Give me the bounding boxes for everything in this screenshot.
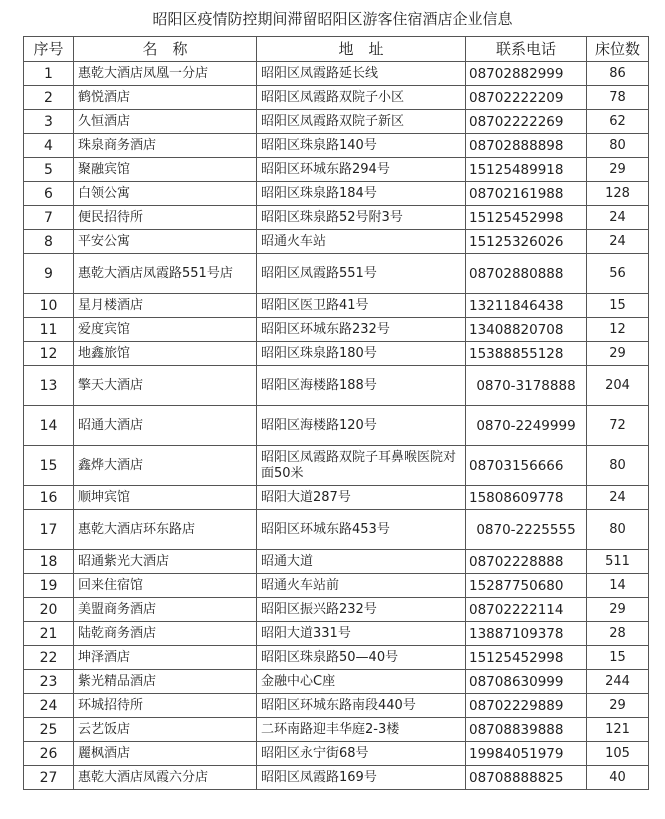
cell-address: 昭阳区珠泉路52号附3号 bbox=[257, 206, 466, 230]
cell-address: 昭阳区凤霞路双院子新区 bbox=[257, 110, 466, 134]
cell-beds: 204 bbox=[587, 366, 649, 406]
cell-phone: 13887109378 bbox=[466, 622, 587, 646]
cell-address: 昭阳区环城东路453号 bbox=[257, 510, 466, 550]
cell-address: 昭通火车站 bbox=[257, 230, 466, 254]
cell-phone: 08708630999 bbox=[466, 670, 587, 694]
cell-phone: 0870-2249999 bbox=[466, 406, 587, 446]
cell-phone: 15808609778 bbox=[466, 486, 587, 510]
table-body bbox=[24, 62, 649, 790]
cell-beds: 29 bbox=[587, 694, 649, 718]
cell-no: 26 bbox=[24, 742, 74, 766]
cell-phone: 15388855128 bbox=[466, 342, 587, 366]
cell-address: 昭阳区凤霞路双院子耳鼻喉医院对面50米 bbox=[257, 446, 466, 486]
cell-phone: 15287750680 bbox=[466, 574, 587, 598]
table-row bbox=[24, 342, 649, 366]
cell-phone: 08702882999 bbox=[466, 62, 587, 86]
cell-address: 昭阳大道287号 bbox=[257, 486, 466, 510]
cell-phone: 08702229889 bbox=[466, 694, 587, 718]
table-row bbox=[24, 406, 649, 446]
cell-address: 昭阳区珠泉路50—40号 bbox=[257, 646, 466, 670]
cell-beds: 86 bbox=[587, 62, 649, 86]
cell-address: 昭阳区环城东路294号 bbox=[257, 158, 466, 182]
cell-no: 18 bbox=[24, 550, 74, 574]
header-no: 序号 bbox=[24, 37, 74, 62]
cell-address: 昭阳区凤霞路延长线 bbox=[257, 62, 466, 86]
cell-beds: 56 bbox=[587, 254, 649, 294]
cell-beds: 80 bbox=[587, 446, 649, 486]
cell-beds: 29 bbox=[587, 158, 649, 182]
cell-beds: 128 bbox=[587, 182, 649, 206]
cell-address: 昭阳区环城东路232号 bbox=[257, 318, 466, 342]
cell-name: 惠乾大酒店凤霞六分店 bbox=[74, 766, 257, 790]
cell-name: 星月楼酒店 bbox=[74, 294, 257, 318]
cell-no: 2 bbox=[24, 86, 74, 110]
cell-phone: 08702888898 bbox=[466, 134, 587, 158]
table-row bbox=[24, 670, 649, 694]
cell-beds: 14 bbox=[587, 574, 649, 598]
cell-beds: 15 bbox=[587, 294, 649, 318]
cell-no: 10 bbox=[24, 294, 74, 318]
table-row bbox=[24, 86, 649, 110]
cell-phone: 08702222209 bbox=[466, 86, 587, 110]
hotel-table bbox=[23, 36, 649, 790]
cell-name: 擎天大酒店 bbox=[74, 366, 257, 406]
cell-name: 回来住宿馆 bbox=[74, 574, 257, 598]
cell-phone: 08702222114 bbox=[466, 598, 587, 622]
cell-beds: 105 bbox=[587, 742, 649, 766]
cell-name: 麗枫酒店 bbox=[74, 742, 257, 766]
cell-phone: 19984051979 bbox=[466, 742, 587, 766]
header-name: 名 称 bbox=[74, 37, 257, 62]
cell-no: 17 bbox=[24, 510, 74, 550]
table-row bbox=[24, 598, 649, 622]
table-row bbox=[24, 294, 649, 318]
table-header-row bbox=[24, 37, 649, 62]
cell-beds: 40 bbox=[587, 766, 649, 790]
cell-address: 昭阳大道331号 bbox=[257, 622, 466, 646]
cell-no: 3 bbox=[24, 110, 74, 134]
table-row bbox=[24, 550, 649, 574]
cell-name: 昭通大酒店 bbox=[74, 406, 257, 446]
cell-no: 20 bbox=[24, 598, 74, 622]
table-row bbox=[24, 446, 649, 486]
cell-address: 二环南路迎丰华庭2-3楼 bbox=[257, 718, 466, 742]
cell-address: 昭通火车站前 bbox=[257, 574, 466, 598]
table-row bbox=[24, 158, 649, 182]
cell-name: 爱度宾馆 bbox=[74, 318, 257, 342]
cell-no: 8 bbox=[24, 230, 74, 254]
cell-phone: 15125489918 bbox=[466, 158, 587, 182]
cell-no: 6 bbox=[24, 182, 74, 206]
cell-name: 聚融宾馆 bbox=[74, 158, 257, 182]
table-row bbox=[24, 62, 649, 86]
cell-name: 便民招待所 bbox=[74, 206, 257, 230]
cell-name: 环城招待所 bbox=[74, 694, 257, 718]
table-row bbox=[24, 318, 649, 342]
cell-name: 美盟商务酒店 bbox=[74, 598, 257, 622]
table-row bbox=[24, 254, 649, 294]
cell-no: 12 bbox=[24, 342, 74, 366]
cell-no: 24 bbox=[24, 694, 74, 718]
cell-address: 昭阳区海楼路120号 bbox=[257, 406, 466, 446]
cell-beds: 24 bbox=[587, 230, 649, 254]
cell-beds: 12 bbox=[587, 318, 649, 342]
cell-no: 21 bbox=[24, 622, 74, 646]
table-row bbox=[24, 134, 649, 158]
table-row bbox=[24, 574, 649, 598]
cell-no: 11 bbox=[24, 318, 74, 342]
cell-address: 昭通大道 bbox=[257, 550, 466, 574]
cell-phone: 08702880888 bbox=[466, 254, 587, 294]
cell-name: 惠乾大酒店环东路店 bbox=[74, 510, 257, 550]
cell-no: 23 bbox=[24, 670, 74, 694]
cell-no: 5 bbox=[24, 158, 74, 182]
cell-name: 紫光精品酒店 bbox=[74, 670, 257, 694]
cell-beds: 72 bbox=[587, 406, 649, 446]
cell-beds: 24 bbox=[587, 206, 649, 230]
table-row bbox=[24, 230, 649, 254]
cell-no: 1 bbox=[24, 62, 74, 86]
header-phone: 联系电话 bbox=[466, 37, 587, 62]
table-row bbox=[24, 206, 649, 230]
cell-no: 16 bbox=[24, 486, 74, 510]
cell-address: 昭阳区珠泉路184号 bbox=[257, 182, 466, 206]
cell-phone: 08702228888 bbox=[466, 550, 587, 574]
cell-no: 7 bbox=[24, 206, 74, 230]
table-row bbox=[24, 486, 649, 510]
cell-beds: 511 bbox=[587, 550, 649, 574]
cell-beds: 24 bbox=[587, 486, 649, 510]
cell-beds: 78 bbox=[587, 86, 649, 110]
cell-no: 25 bbox=[24, 718, 74, 742]
cell-name: 惠乾大酒店凤凰一分店 bbox=[74, 62, 257, 86]
header-address: 地 址 bbox=[257, 37, 466, 62]
cell-beds: 28 bbox=[587, 622, 649, 646]
cell-address: 昭阳区环城东路南段440号 bbox=[257, 694, 466, 718]
cell-address: 昭阳区珠泉路180号 bbox=[257, 342, 466, 366]
cell-address: 金融中心C座 bbox=[257, 670, 466, 694]
page-title: 昭阳区疫情防控期间滞留昭阳区游客住宿酒店企业信息 bbox=[152, 10, 513, 28]
cell-name: 地鑫旅馆 bbox=[74, 342, 257, 366]
table-row bbox=[24, 110, 649, 134]
cell-phone: 08702161988 bbox=[466, 182, 587, 206]
cell-phone: 08708888825 bbox=[466, 766, 587, 790]
cell-beds: 15 bbox=[587, 646, 649, 670]
cell-no: 22 bbox=[24, 646, 74, 670]
cell-name: 鑫烨大酒店 bbox=[74, 446, 257, 486]
cell-no: 4 bbox=[24, 134, 74, 158]
cell-beds: 62 bbox=[587, 110, 649, 134]
cell-name: 昭通紫光大酒店 bbox=[74, 550, 257, 574]
header-beds: 床位数 bbox=[587, 37, 649, 62]
cell-address: 昭阳区珠泉路140号 bbox=[257, 134, 466, 158]
cell-address: 昭阳区凤霞路169号 bbox=[257, 766, 466, 790]
cell-phone: 08708839888 bbox=[466, 718, 587, 742]
cell-name: 白领公寓 bbox=[74, 182, 257, 206]
cell-name: 陆乾商务酒店 bbox=[74, 622, 257, 646]
table-row bbox=[24, 646, 649, 670]
cell-beds: 29 bbox=[587, 342, 649, 366]
cell-name: 鹤悦酒店 bbox=[74, 86, 257, 110]
cell-address: 昭阳区振兴路232号 bbox=[257, 598, 466, 622]
table-row bbox=[24, 622, 649, 646]
cell-address: 昭阳区永宁街68号 bbox=[257, 742, 466, 766]
cell-address: 昭阳区医卫路41号 bbox=[257, 294, 466, 318]
cell-phone: 08703156666 bbox=[466, 446, 587, 486]
cell-address: 昭阳区海楼路188号 bbox=[257, 366, 466, 406]
cell-beds: 80 bbox=[587, 510, 649, 550]
cell-name: 云艺饭店 bbox=[74, 718, 257, 742]
cell-phone: 0870-2225555 bbox=[466, 510, 587, 550]
cell-no: 14 bbox=[24, 406, 74, 446]
table-row bbox=[24, 182, 649, 206]
cell-address: 昭阳区凤霞路双院子小区 bbox=[257, 86, 466, 110]
cell-name: 珠泉商务酒店 bbox=[74, 134, 257, 158]
cell-phone: 0870-3178888 bbox=[466, 366, 587, 406]
cell-name: 平安公寓 bbox=[74, 230, 257, 254]
cell-name: 坤泽酒店 bbox=[74, 646, 257, 670]
cell-address: 昭阳区凤霞路551号 bbox=[257, 254, 466, 294]
cell-beds: 29 bbox=[587, 598, 649, 622]
cell-no: 19 bbox=[24, 574, 74, 598]
cell-phone: 15125326026 bbox=[466, 230, 587, 254]
cell-beds: 121 bbox=[587, 718, 649, 742]
cell-no: 27 bbox=[24, 766, 74, 790]
cell-phone: 13211846438 bbox=[466, 294, 587, 318]
cell-no: 13 bbox=[24, 366, 74, 406]
cell-no: 15 bbox=[24, 446, 74, 486]
cell-name: 久恒酒店 bbox=[74, 110, 257, 134]
cell-beds: 244 bbox=[587, 670, 649, 694]
cell-name: 惠乾大酒店凤霞路551号店 bbox=[74, 254, 257, 294]
cell-name: 顺坤宾馆 bbox=[74, 486, 257, 510]
table-row bbox=[24, 694, 649, 718]
table-row bbox=[24, 366, 649, 406]
cell-phone: 15125452998 bbox=[466, 206, 587, 230]
cell-phone: 08702222269 bbox=[466, 110, 587, 134]
cell-phone: 15125452998 bbox=[466, 646, 587, 670]
cell-beds: 80 bbox=[587, 134, 649, 158]
cell-phone: 13408820708 bbox=[466, 318, 587, 342]
table-row bbox=[24, 510, 649, 550]
table-row bbox=[24, 766, 649, 790]
cell-no: 9 bbox=[24, 254, 74, 294]
table-row bbox=[24, 742, 649, 766]
table-row bbox=[24, 718, 649, 742]
